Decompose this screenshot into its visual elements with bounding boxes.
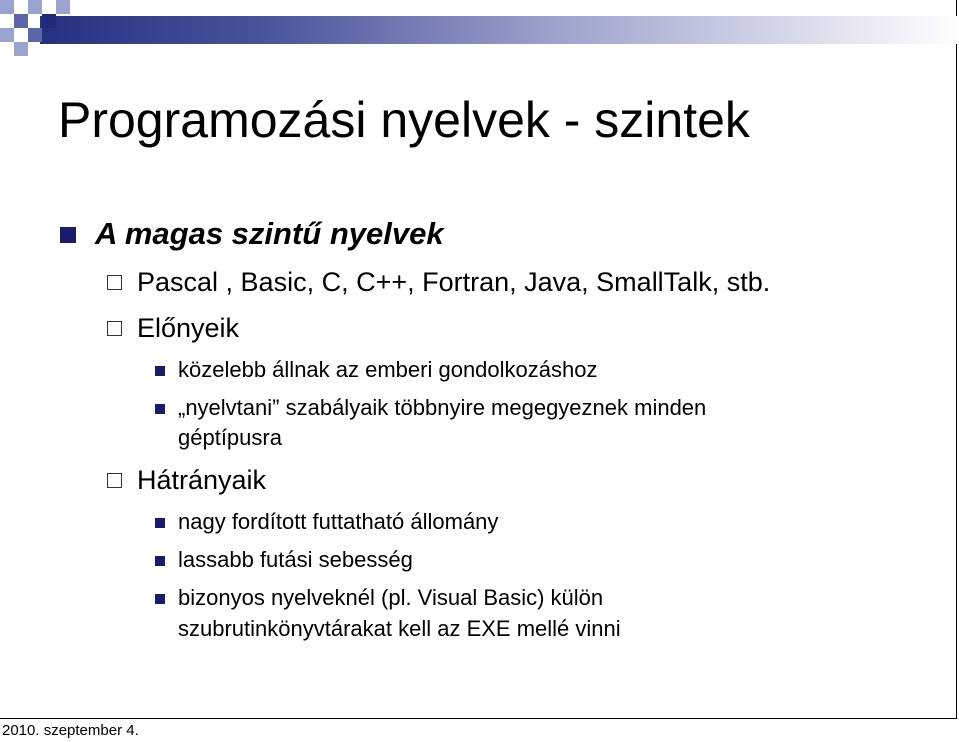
deco-square-6 [28,28,42,42]
disadvantage-item-1: nagy fordított futtatható állomány [178,509,499,534]
disadvantage-bullet-1 [155,518,165,528]
sub-item-disadvantages: Hátrányaik [137,465,267,495]
main-bullet-text: A magas szintű nyelvek [95,216,444,251]
advantage-bullet-2 [155,404,165,414]
disadvantage-item-3-line-2: szubrutinkönyvtárakat kell az EXE mellé vinni [178,616,621,641]
deco-square-8 [14,42,28,56]
main-bullet-square [60,227,76,243]
sub-item-languages: Pascal , Basic, C, C++, Fortran, Java, SmallTalk, stb. [137,267,771,297]
disadvantage-item-3-line-1: bizonyos nyelveknél (pl. Visual Basic) külön [178,585,604,610]
disadvantage-bullet-3 [155,594,165,604]
header-gradient-bar [40,16,959,44]
disadvantage-bullet-2 [155,556,165,566]
sub-item-advantages: Előnyeik [137,313,240,343]
disadvantage-item-2: lassabb futási sebesség [178,547,413,572]
sub-bullet-box-3 [107,473,122,488]
advantage-item-1: közelebb állnak az emberi gondolkozáshoz [178,357,598,382]
deco-square-3 [28,0,42,14]
advantage-item-2-line-2: géptípusra [178,425,282,450]
deco-square-7 [56,0,70,14]
slide-title: Programozási nyelvek - szintek [58,92,750,148]
sub-bullet-box-2 [107,321,122,336]
advantage-bullet-1 [155,366,165,376]
deco-square-4 [42,14,56,28]
deco-square-2 [14,14,28,28]
deco-square-5 [0,28,14,42]
deco-square-1 [0,0,14,14]
sub-bullet-box-1 [107,275,122,290]
advantage-item-2-line-1: „nyelvtani” szabályaik többnyire megegyeznek minden [178,395,707,420]
footer-date: 2010. szeptember 4. [2,722,139,739]
